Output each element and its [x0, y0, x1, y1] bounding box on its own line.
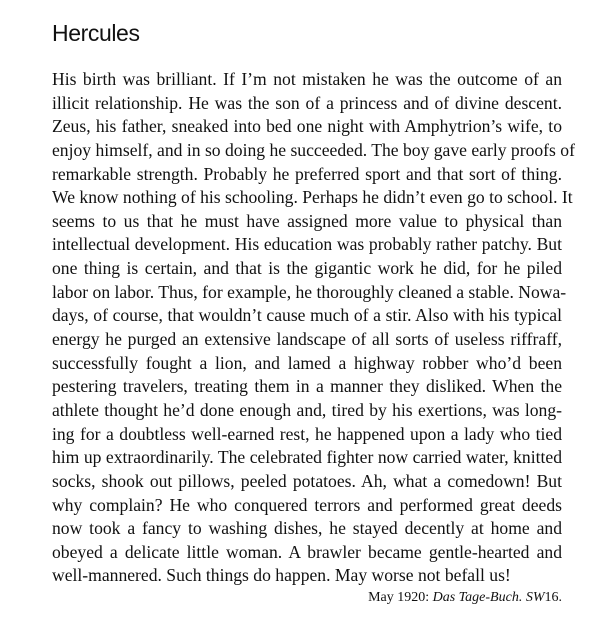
paragraph-line: athlete thought he’d done enough and, tired by his exertions, was long- — [52, 399, 562, 420]
page-title: Hercules — [52, 20, 140, 46]
paragraph-line: His birth was brilliant. If I’m not mistaken he was the outcome of an — [52, 69, 562, 89]
paragraph-line: enjoy himself, and in so doing he succeeded. The boy gave early proofs of — [52, 139, 575, 160]
body-paragraph — [52, 68, 575, 588]
paragraph-line: illicit relationship. He was the son of a princess and of divine descent. — [52, 92, 562, 113]
paragraph-line: socks, shook out pillows, peeled potatoes. Ah, what a comedown! But — [52, 470, 562, 491]
citation-source: Das Tage-Buch. — [432, 590, 523, 605]
paragraph-line: obeyed a delicate little woman. A brawler became gentle-hearted and — [52, 541, 562, 562]
document-page — [52, 0, 575, 636]
paragraph-line: We know nothing of his schooling. Perhaps he didn’t even go to school. It — [52, 187, 573, 208]
paragraph-line: labor on labor. Thus, for example, he thoroughly cleaned a stable. Nowa- — [52, 281, 567, 302]
citation — [368, 588, 562, 608]
paragraph-line: him up extraordinarily. The celebrated fighter now carried water, knitted — [52, 447, 562, 468]
paragraph-line: remarkable strength. Probably he preferred sport and that sort of thing. — [52, 163, 562, 184]
paragraph-line: successfully fought a lion, and lamed a highway robber who’d been — [52, 352, 562, 373]
paragraph-line: Zeus, his father, sneaked into bed one night with Amphytrion’s wife, to — [52, 116, 562, 137]
citation-volume: 16. — [544, 590, 562, 605]
paragraph-line: days, of course, that wouldn’t cause much of a stir. Also with his typical — [52, 305, 562, 326]
citation-date: May 1920: — [368, 590, 430, 605]
paragraph-line: ing for a doubtless well-earned rest, he happened upon a lady who tied — [52, 423, 562, 444]
paragraph-line: pestering travelers, treating them in a manner they disliked. When the — [52, 376, 562, 397]
paragraph-line: seems to us that he must have assigned more value to physical than — [52, 210, 562, 231]
paragraph-line: now took a fancy to washing dishes, he stayed decently at home and — [52, 518, 562, 539]
paragraph-line: intellectual development. His education was probably rather patchy. But — [52, 234, 562, 255]
paragraph-line: one thing is certain, and that is the gigantic work he did, for he piled — [52, 258, 562, 279]
paragraph-line: energy he purged an extensive landscape of all sorts of useless riffraff, — [52, 329, 562, 350]
citation-series: SW — [525, 590, 545, 605]
paragraph-line: why complain? He who conquered terrors and performed great deeds — [52, 494, 562, 515]
paragraph-line-last: well-mannered. Such things do happen. May worse not befall us! — [52, 565, 511, 586]
